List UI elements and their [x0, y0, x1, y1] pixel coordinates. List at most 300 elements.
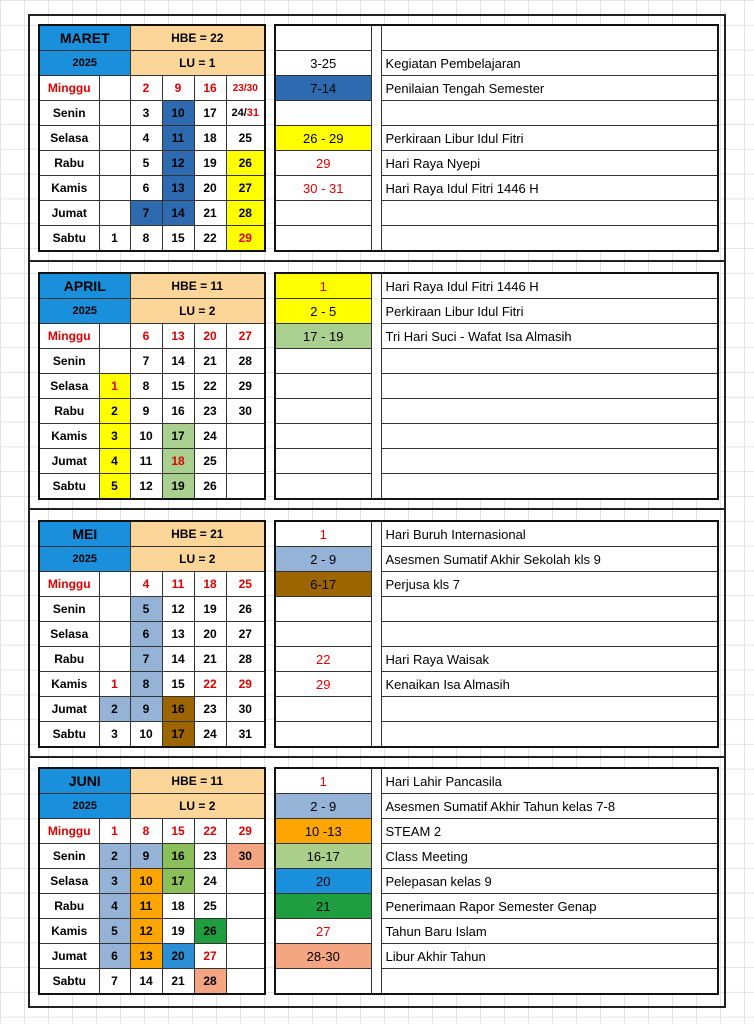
date-cell: 7 — [130, 349, 162, 374]
event-row — [275, 273, 718, 299]
event-gap — [371, 647, 381, 672]
week-row — [39, 424, 265, 449]
date-cell: 17 — [162, 424, 194, 449]
event-date: 28-30 — [275, 944, 371, 969]
date-cell: 3 — [99, 869, 130, 894]
event-row — [275, 474, 718, 500]
week-row — [39, 647, 265, 672]
day-label: Selasa — [39, 622, 99, 647]
date-cell: 9 — [130, 399, 162, 424]
date-cell: 14 — [130, 969, 162, 995]
event-date — [275, 201, 371, 226]
event-description: Tahun Baru Islam — [381, 919, 718, 944]
date-cell — [99, 101, 130, 126]
event-description: Asesmen Sumatif Akhir Tahun kelas 7-8 — [381, 794, 718, 819]
date-cell: 27 — [194, 944, 226, 969]
event-row — [275, 521, 718, 547]
date-cell: 13 — [162, 176, 194, 201]
event-gap — [371, 844, 381, 869]
week-row — [39, 226, 265, 252]
event-date: 1 — [275, 521, 371, 547]
date-cell: 29 — [226, 226, 265, 252]
day-label: Kamis — [39, 424, 99, 449]
date-cell: 22 — [194, 819, 226, 844]
day-label: Jumat — [39, 449, 99, 474]
day-label: Rabu — [39, 647, 99, 672]
event-gap — [371, 126, 381, 151]
day-label: Minggu — [39, 76, 99, 101]
date-cell: 2 — [99, 697, 130, 722]
event-description: Perkiraan Libur Idul Fitri — [381, 299, 718, 324]
lu-count: LU = 2 — [130, 299, 265, 324]
date-cell: 19 — [194, 151, 226, 176]
event-description — [381, 622, 718, 647]
date-cell: 26 — [226, 151, 265, 176]
event-row — [275, 25, 718, 51]
date-cell: 29 — [226, 819, 265, 844]
month-name: MEI — [39, 521, 130, 547]
day-label: Minggu — [39, 819, 99, 844]
date-cell: 9 — [130, 697, 162, 722]
week-row — [39, 449, 265, 474]
date-cell: 19 — [194, 597, 226, 622]
date-cell: 8 — [130, 226, 162, 252]
date-cell: 5 — [99, 919, 130, 944]
event-row — [275, 672, 718, 697]
event-row — [275, 647, 718, 672]
date-cell — [99, 126, 130, 151]
event-date — [275, 399, 371, 424]
week-row — [39, 101, 265, 126]
week-row — [39, 201, 265, 226]
date-cell: 4 — [130, 572, 162, 597]
date-cell: 20 — [162, 944, 194, 969]
date-cell: 29 — [226, 374, 265, 399]
event-gap — [371, 449, 381, 474]
event-description — [381, 374, 718, 399]
date-cell: 12 — [162, 151, 194, 176]
date-cell: 18 — [194, 126, 226, 151]
event-gap — [371, 226, 381, 252]
event-description — [381, 25, 718, 51]
date-cell: 14 — [162, 647, 194, 672]
date-cell: 22 — [194, 672, 226, 697]
event-gap — [371, 794, 381, 819]
event-gap — [371, 869, 381, 894]
event-description — [381, 349, 718, 374]
event-row — [275, 176, 718, 201]
month-name: MARET — [39, 25, 130, 51]
event-description — [381, 449, 718, 474]
date-cell: 9 — [162, 76, 194, 101]
event-row — [275, 844, 718, 869]
week-row — [39, 126, 265, 151]
event-gap — [371, 768, 381, 794]
date-cell — [226, 869, 265, 894]
date-cell — [226, 474, 265, 500]
date-cell: 6 — [130, 176, 162, 201]
date-cell: 23 — [194, 844, 226, 869]
date-cell — [99, 201, 130, 226]
event-gap — [371, 76, 381, 101]
event-row — [275, 572, 718, 597]
event-row — [275, 869, 718, 894]
date-cell — [99, 76, 130, 101]
date-cell: 24 — [194, 869, 226, 894]
event-description: Perjusa kls 7 — [381, 572, 718, 597]
event-description — [381, 969, 718, 995]
date-cell: 26 — [194, 919, 226, 944]
date-cell: 15 — [162, 672, 194, 697]
week-row — [39, 597, 265, 622]
event-date: 1 — [275, 273, 371, 299]
week-row — [39, 722, 265, 748]
day-label: Senin — [39, 597, 99, 622]
date-cell: 17 — [162, 869, 194, 894]
date-cell: 12 — [162, 597, 194, 622]
event-gap — [371, 399, 381, 424]
date-cell: 25 — [226, 126, 265, 151]
event-gap — [371, 374, 381, 399]
date-cell: 30 — [226, 399, 265, 424]
day-label: Kamis — [39, 672, 99, 697]
date-cell: 24 — [194, 722, 226, 748]
day-label: Selasa — [39, 126, 99, 151]
date-cell: 18 — [162, 894, 194, 919]
week-row — [39, 869, 265, 894]
date-cell — [226, 101, 265, 126]
event-row — [275, 374, 718, 399]
event-date — [275, 349, 371, 374]
event-date: 21 — [275, 894, 371, 919]
event-description: Hari Raya Idul Fitri 1446 H — [381, 273, 718, 299]
event-description — [381, 399, 718, 424]
section-divider — [28, 260, 726, 262]
calendar-0 — [38, 24, 266, 252]
date-cell: 7 — [130, 647, 162, 672]
calendar-2 — [38, 520, 266, 748]
week-row — [39, 572, 265, 597]
event-date: 6-17 — [275, 572, 371, 597]
event-gap — [371, 349, 381, 374]
date-cell — [226, 894, 265, 919]
date-cell: 24 — [194, 424, 226, 449]
date-cell: 22 — [194, 226, 226, 252]
event-description: STEAM 2 — [381, 819, 718, 844]
event-gap — [371, 424, 381, 449]
event-date: 29 — [275, 151, 371, 176]
day-label: Sabtu — [39, 226, 99, 252]
event-gap — [371, 697, 381, 722]
date-cell: 12 — [130, 474, 162, 500]
day-label: Selasa — [39, 869, 99, 894]
event-description: Libur Akhir Tahun — [381, 944, 718, 969]
day-label: Senin — [39, 844, 99, 869]
date-cell: 28 — [226, 201, 265, 226]
date-cell: 18 — [162, 449, 194, 474]
event-row — [275, 597, 718, 622]
week-row — [39, 399, 265, 424]
day-label: Selasa — [39, 374, 99, 399]
date-number: 24/ — [231, 107, 247, 119]
week-row — [39, 374, 265, 399]
week-row — [39, 919, 265, 944]
date-cell — [99, 647, 130, 672]
month-year: 2025 — [39, 547, 130, 572]
date-cell: 23 — [194, 697, 226, 722]
date-cell — [99, 349, 130, 374]
event-gap — [371, 474, 381, 500]
event-row — [275, 349, 718, 374]
event-date — [275, 697, 371, 722]
event-date — [275, 449, 371, 474]
day-label: Senin — [39, 349, 99, 374]
event-row — [275, 299, 718, 324]
section-divider — [28, 756, 726, 758]
event-date: 17 - 19 — [275, 324, 371, 349]
date-cell: 28 — [226, 349, 265, 374]
date-cell: 12 — [130, 919, 162, 944]
event-date — [275, 25, 371, 51]
event-row — [275, 794, 718, 819]
event-row — [275, 126, 718, 151]
event-description: Hari Buruh Internasional — [381, 521, 718, 547]
day-label: Kamis — [39, 176, 99, 201]
event-gap — [371, 151, 381, 176]
event-gap — [371, 25, 381, 51]
section-divider — [28, 508, 726, 510]
event-gap — [371, 51, 381, 76]
date-cell: 15 — [162, 819, 194, 844]
week-row — [39, 944, 265, 969]
event-date — [275, 226, 371, 252]
date-cell: 21 — [162, 969, 194, 995]
event-description: Tri Hari Suci - Wafat Isa Almasih — [381, 324, 718, 349]
date-cell: 31 — [226, 722, 265, 748]
event-description: Hari Raya Nyepi — [381, 151, 718, 176]
event-gap — [371, 944, 381, 969]
day-label: Sabtu — [39, 722, 99, 748]
event-description — [381, 597, 718, 622]
date-cell: 16 — [162, 697, 194, 722]
events-1 — [274, 272, 719, 500]
date-cell: 5 — [130, 151, 162, 176]
event-row — [275, 768, 718, 794]
date-cell: 20 — [194, 176, 226, 201]
date-cell: 17 — [162, 722, 194, 748]
date-cell: 3 — [130, 101, 162, 126]
date-cell: 8 — [130, 374, 162, 399]
date-cell: 15 — [162, 226, 194, 252]
lu-count: LU = 2 — [130, 547, 265, 572]
event-date — [275, 101, 371, 126]
date-cell: 4 — [130, 126, 162, 151]
event-row — [275, 324, 718, 349]
date-cell: 27 — [226, 176, 265, 201]
hbe-count: HBE = 11 — [130, 273, 265, 299]
date-cell: 19 — [162, 474, 194, 500]
month-name: JUNI — [39, 768, 130, 794]
event-row — [275, 944, 718, 969]
date-cell: 15 — [162, 374, 194, 399]
date-cell: 21 — [194, 201, 226, 226]
event-gap — [371, 521, 381, 547]
events-2 — [274, 520, 719, 748]
date-cell: 1 — [99, 226, 130, 252]
calendar-1 — [38, 272, 266, 500]
date-cell: 4 — [99, 449, 130, 474]
week-row — [39, 349, 265, 374]
event-row — [275, 399, 718, 424]
day-label: Jumat — [39, 697, 99, 722]
date-cell: 29 — [226, 672, 265, 697]
date-cell: 16 — [194, 76, 226, 101]
date-cell: 19 — [162, 919, 194, 944]
event-gap — [371, 819, 381, 844]
event-date: 22 — [275, 647, 371, 672]
date-cell: 14 — [162, 201, 194, 226]
date-cell: 18 — [194, 572, 226, 597]
month-year: 2025 — [39, 299, 130, 324]
hbe-count: HBE = 11 — [130, 768, 265, 794]
event-description: Hari Raya Waisak — [381, 647, 718, 672]
date-number-holiday: 31 — [246, 107, 260, 119]
date-cell — [99, 572, 130, 597]
date-cell: 25 — [194, 894, 226, 919]
calendar-3 — [38, 767, 266, 995]
week-row — [39, 176, 265, 201]
event-gap — [371, 894, 381, 919]
event-gap — [371, 299, 381, 324]
date-cell: 27 — [226, 622, 265, 647]
event-gap — [371, 176, 381, 201]
day-label: Rabu — [39, 151, 99, 176]
event-row — [275, 722, 718, 748]
events-0 — [274, 24, 719, 252]
event-gap — [371, 273, 381, 299]
event-date — [275, 969, 371, 995]
date-cell: 10 — [130, 869, 162, 894]
date-cell: 23/30 — [226, 76, 265, 101]
event-gap — [371, 919, 381, 944]
event-row — [275, 894, 718, 919]
event-row — [275, 76, 718, 101]
date-cell: 8 — [130, 819, 162, 844]
hbe-count: HBE = 22 — [130, 25, 265, 51]
date-cell — [226, 944, 265, 969]
hbe-count: HBE = 21 — [130, 521, 265, 547]
date-cell: 11 — [130, 894, 162, 919]
event-row — [275, 919, 718, 944]
date-cell: 1 — [99, 819, 130, 844]
event-gap — [371, 201, 381, 226]
date-cell: 1 — [99, 672, 130, 697]
event-description — [381, 722, 718, 748]
date-cell: 2 — [130, 76, 162, 101]
date-cell: 9 — [130, 844, 162, 869]
lu-count: LU = 2 — [130, 794, 265, 819]
event-description: Penilaian Tengah Semester — [381, 76, 718, 101]
day-label: Senin — [39, 101, 99, 126]
event-description: Kegiatan Pembelajaran — [381, 51, 718, 76]
month-year: 2025 — [39, 794, 130, 819]
day-label: Jumat — [39, 201, 99, 226]
day-label: Kamis — [39, 919, 99, 944]
event-date: 20 — [275, 869, 371, 894]
date-cell — [226, 449, 265, 474]
date-cell: 7 — [99, 969, 130, 995]
event-row — [275, 226, 718, 252]
date-cell: 3 — [99, 722, 130, 748]
date-cell — [226, 969, 265, 995]
event-date: 16-17 — [275, 844, 371, 869]
date-cell: 14 — [162, 349, 194, 374]
event-date: 2 - 9 — [275, 547, 371, 572]
event-description: Penerimaan Rapor Semester Genap — [381, 894, 718, 919]
event-row — [275, 969, 718, 995]
event-date: 29 — [275, 672, 371, 697]
week-row — [39, 76, 265, 101]
event-gap — [371, 672, 381, 697]
week-row — [39, 819, 265, 844]
week-row — [39, 894, 265, 919]
event-description — [381, 424, 718, 449]
date-cell: 5 — [99, 474, 130, 500]
date-cell: 21 — [194, 349, 226, 374]
date-cell: 2 — [99, 844, 130, 869]
event-date — [275, 374, 371, 399]
event-gap — [371, 969, 381, 995]
date-cell: 27 — [226, 324, 265, 349]
date-cell: 13 — [162, 622, 194, 647]
date-cell: 11 — [162, 572, 194, 597]
date-cell — [226, 424, 265, 449]
date-cell: 6 — [130, 622, 162, 647]
event-date: 2 - 5 — [275, 299, 371, 324]
date-cell: 30 — [226, 697, 265, 722]
event-description: Hari Raya Idul Fitri 1446 H — [381, 176, 718, 201]
date-cell: 26 — [226, 597, 265, 622]
day-label: Sabtu — [39, 474, 99, 500]
event-row — [275, 819, 718, 844]
event-date: 26 - 29 — [275, 126, 371, 151]
date-cell: 13 — [162, 324, 194, 349]
event-date: 30 - 31 — [275, 176, 371, 201]
events-3 — [274, 767, 719, 995]
event-date: 2 - 9 — [275, 794, 371, 819]
day-label: Jumat — [39, 944, 99, 969]
date-cell: 4 — [99, 894, 130, 919]
event-description: Perkiraan Libur Idul Fitri — [381, 126, 718, 151]
event-date — [275, 722, 371, 748]
date-cell: 6 — [99, 944, 130, 969]
date-cell: 5 — [130, 597, 162, 622]
date-cell: 26 — [194, 474, 226, 500]
date-cell: 16 — [162, 844, 194, 869]
date-cell: 6 — [130, 324, 162, 349]
event-description — [381, 474, 718, 500]
date-cell: 28 — [194, 969, 226, 995]
date-cell: 17 — [194, 101, 226, 126]
date-cell: 28 — [226, 647, 265, 672]
event-description — [381, 201, 718, 226]
date-cell: 11 — [130, 449, 162, 474]
event-row — [275, 151, 718, 176]
event-row — [275, 101, 718, 126]
event-gap — [371, 572, 381, 597]
date-cell — [99, 324, 130, 349]
week-row — [39, 969, 265, 995]
